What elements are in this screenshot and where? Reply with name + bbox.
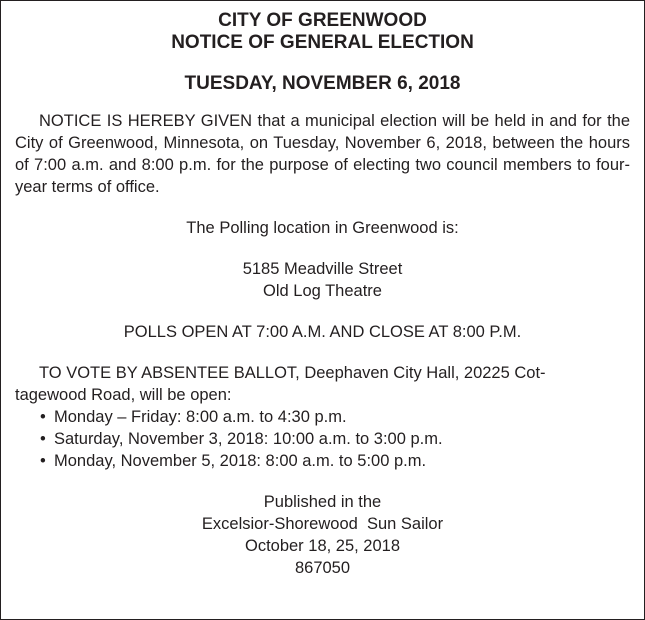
polling-venue: Old Log Theatre: [263, 282, 382, 300]
notice-title-city: CITY OF GREENWOOD: [218, 10, 427, 31]
notice-title-election: NOTICE OF GENERAL ELECTION: [171, 32, 474, 53]
spacer: [15, 239, 630, 258]
publication-name: Excelsior-Shorewood Sun Sailor: [201, 515, 444, 533]
intro-paragraph: NOTICE IS HEREBY GIVEN that a municipal election will be held in and for the City of Greenwood, Minnesota, on Tuesday, November 6, 2018, between the hours of 7:00 a.m. and 8:00 p.m. for the purpose of electing two council members to four-year terms of office.: [15, 112, 630, 196]
spacer: [15, 302, 630, 321]
absentee-line-1: TO VOTE BY ABSENTEE BALLOT, Deephaven City Hall, 20225 Cot-: [39, 364, 546, 382]
absentee-section: [15, 362, 630, 472]
list-item: • Monday, November 5, 2018: 8:00 a.m. to 5:00 p.m.: [40, 450, 630, 472]
spacer: [15, 343, 630, 362]
spacer: [15, 95, 630, 110]
absentee-hours-list: [15, 406, 630, 472]
list-item: • Saturday, November 3, 2018: 10:00 a.m. to 3:00 p.m.: [40, 428, 630, 450]
list-item: • Monday – Friday: 8:00 a.m. to 4:30 p.m.: [40, 406, 630, 428]
polling-address: 5185 Meadville Street: [242, 260, 403, 278]
polls-hours: POLLS OPEN AT 7:00 A.M. AND CLOSE AT 8:00 P.M.: [123, 323, 522, 341]
polling-intro: The Polling location in Greenwood is:: [186, 219, 459, 237]
publication-dates: October 18, 25, 2018: [244, 537, 401, 555]
published-label: Published in the: [263, 493, 382, 511]
spacer: [15, 198, 630, 217]
absentee-line-2: tagewood Road, will be open:: [15, 386, 232, 404]
election-date-heading: TUESDAY, NOVEMBER 6, 2018: [184, 73, 461, 94]
notice-number: 867050: [294, 559, 351, 577]
spacer: [15, 54, 630, 73]
spacer: [15, 472, 630, 491]
